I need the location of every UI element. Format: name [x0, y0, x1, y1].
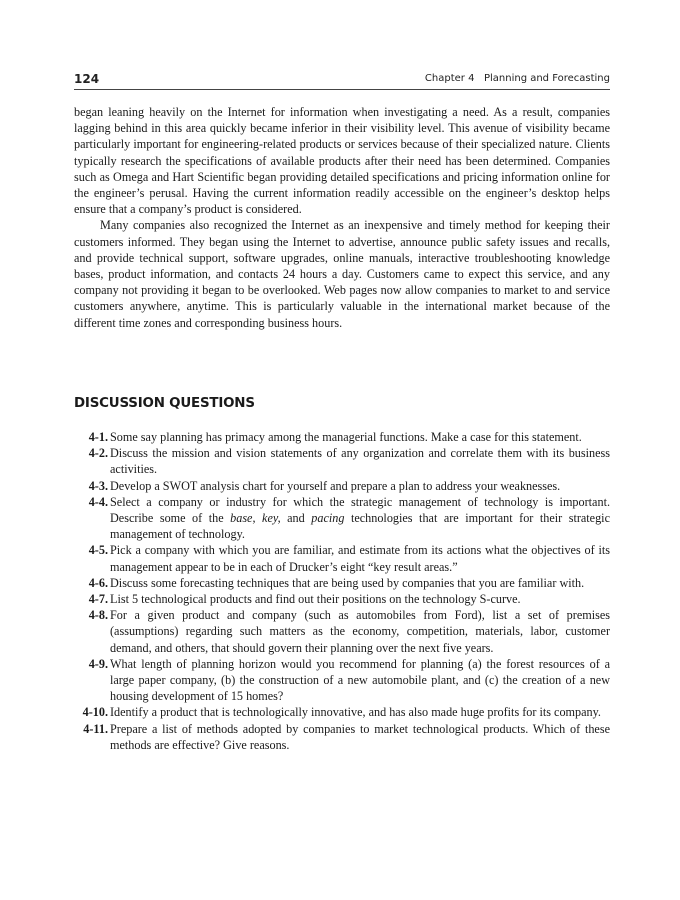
question-number: 4-9. — [88, 656, 108, 671]
list-item — [74, 445, 610, 477]
question-text: For a given product and company (such as automobiles from Ford), list a set of premises (assumptions) regarding such matters as the economy, competition, materials, labor, customer demand, and others, that should govern their planning over the next five years. — [110, 608, 610, 655]
page-header — [74, 72, 610, 88]
question-text: Some say planning has primacy among the managerial functions. Make a case for this statement. — [110, 430, 582, 444]
question-text: Select a company or industry for which the strategic management of technology is important. Describe some of the base, key, and pacing technologies that are important for their strategic management of technology. — [110, 494, 610, 542]
section-heading: DISCUSSION QUESTIONS — [74, 396, 255, 411]
list-item — [74, 542, 610, 574]
question-number: 4-6. — [88, 575, 108, 590]
question-text: Identify a product that is technologically innovative, and has also made huge profits for its company. — [110, 705, 601, 720]
question-number: 4-2. — [88, 446, 108, 461]
list-item — [74, 607, 610, 656]
running-head: Chapter 4 Planning and Forecasting — [424, 73, 610, 84]
question-text: Discuss the mission and vision statements of any organization and correlate them with its business activities. — [110, 446, 610, 477]
paragraph: Many companies also recognized the Internet as an inexpensive and timely method for keeping their customers informed. They began using the Internet to advertise, announce public safety issues and recalls, and provide technical support, software upgrades, online manuals, interactive troubleshooting knowledge bases, product information, and contacts 24 hours a day. Customers came to expect this service, and any company not providing it began to be overlooked. Web pages now allow companies to market to and service customers anywhere, anytime. This is particularly valuable in the international market because of the different time zones and corresponding business hours. — [74, 218, 610, 330]
list-item — [74, 575, 610, 591]
question-text: Pick a company with which you are familiar, and estimate from its actions what the objectives of its management appear to be in each of Drucker’s eight “key result areas.” — [110, 543, 610, 574]
list-item — [74, 478, 610, 494]
list-item — [74, 429, 610, 445]
discussion-questions-list — [74, 429, 610, 753]
question-text: Develop a SWOT analysis chart for yourself and prepare a plan to address your weaknesses. — [110, 478, 561, 493]
list-item — [74, 704, 610, 720]
page-number: 124 — [74, 72, 100, 86]
question-number: 4-11. — [83, 721, 108, 736]
question-number: 4-8. — [88, 608, 108, 623]
list-item — [74, 656, 610, 705]
question-number: 4-10. — [82, 705, 108, 720]
paragraph: began leaning heavily on the Internet for information when investigating a need. As a result, companies lagging behind in this area quickly became inferior in their visibility level. This avenue of visibility became particularly important for engineering-related products or services because of their specialized nature. Clients typically research the specifications of available products after their need has been determined. Companies such as Omega and Hart Scientific began providing detailed specifications and pricing information online for the engineer’s perusal. Having the current information readily accessible on the engineer’s desktop helps ensure that a company’s product is considered. — [74, 105, 610, 217]
question-number: 4-5. — [88, 543, 108, 558]
question-number: 4-7. — [88, 592, 108, 607]
question-text: List 5 technological products and find out their positions on the technology S-curve. — [110, 592, 521, 607]
question-text: What length of planning horizon would you recommend for planning (a) the forest resources of a large paper company, (b) the construction of a new automobile plant, and (c) the creation of a new housing development of 15 homes? — [110, 656, 610, 704]
question-number: 4-3. — [88, 478, 108, 493]
list-item — [74, 721, 610, 753]
question-number: 4-4. — [88, 494, 108, 509]
question-number: 4-1. — [88, 430, 108, 444]
question-text: Discuss some forecasting techniques that are being used by companies that you are familiar with. — [110, 575, 585, 590]
header-rule — [74, 89, 610, 90]
list-item — [74, 494, 610, 543]
list-item — [74, 591, 610, 607]
question-text: Prepare a list of methods adopted by companies to market technological products. Which of these methods are effective? Give reasons. — [110, 721, 610, 752]
body-text — [74, 104, 610, 331]
